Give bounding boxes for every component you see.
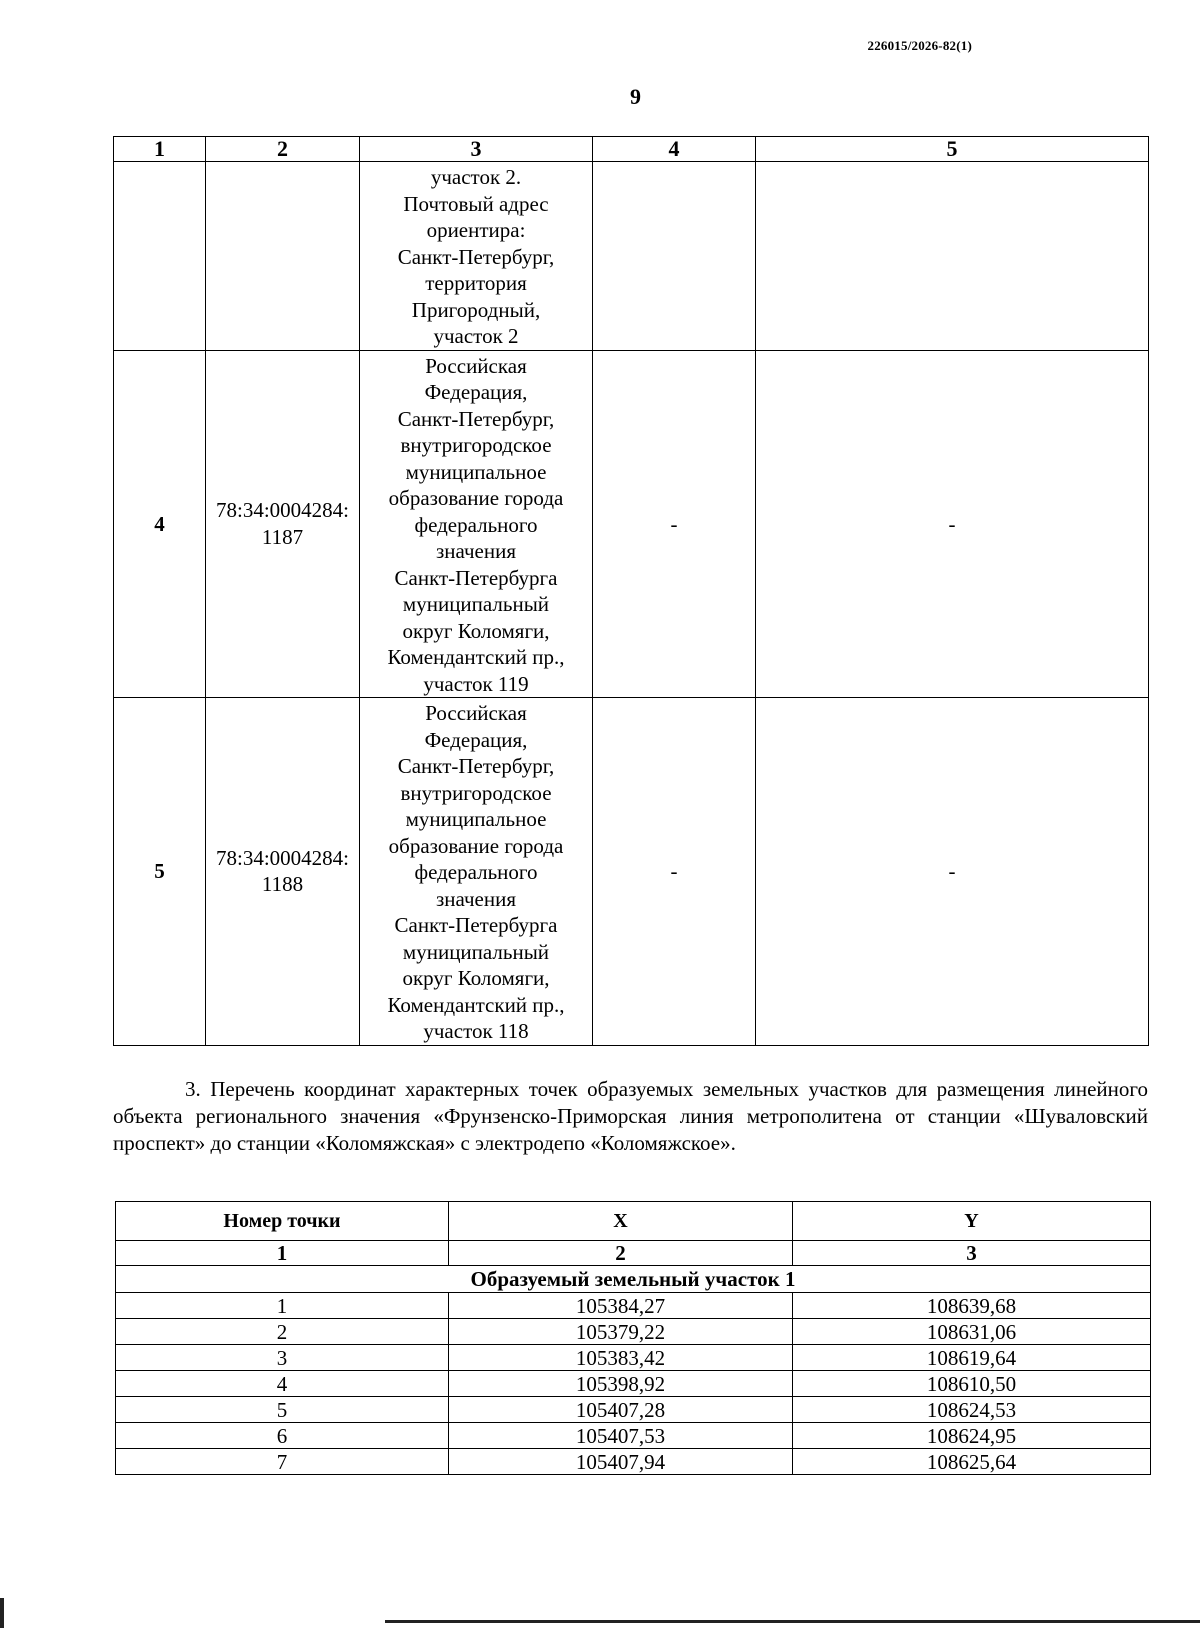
table-row: [114, 162, 1149, 351]
section-title: Образуемый земельный участок 1: [116, 1266, 1151, 1293]
table1-col-4: 4: [593, 137, 756, 162]
table-row: [116, 1423, 1151, 1449]
y-value: 108624,53: [793, 1397, 1151, 1423]
cadastral-number: 78:34:0004284: 1187: [206, 350, 360, 698]
point-number-header: Номер точки: [116, 1202, 449, 1241]
x-value: 105407,53: [449, 1423, 793, 1449]
cadastral-number: 78:34:0004284: 1188: [206, 698, 360, 1046]
x-value: 105407,28: [449, 1397, 793, 1423]
table-row: [116, 1371, 1151, 1397]
row-number: 4: [114, 350, 206, 698]
table1-col-5: 5: [756, 137, 1149, 162]
col5-cell: -: [756, 698, 1149, 1046]
col5-cell: -: [756, 350, 1149, 698]
y-value: 108610,50: [793, 1371, 1151, 1397]
point-number: 6: [116, 1423, 449, 1449]
x-value: 105384,27: [449, 1293, 793, 1319]
col-number: 3: [793, 1241, 1151, 1266]
table-row: [116, 1397, 1151, 1423]
y-value: 108619,64: [793, 1345, 1151, 1371]
y-value: 108624,95: [793, 1423, 1151, 1449]
table1-col-1: 1: [114, 137, 206, 162]
table-row: [114, 698, 1149, 1046]
point-number: 1: [116, 1293, 449, 1319]
point-number: 5: [116, 1397, 449, 1423]
x-value: 105407,94: [449, 1449, 793, 1475]
y-header: Y: [793, 1202, 1151, 1241]
col-number: 1: [116, 1241, 449, 1266]
table1-col-2: 2: [206, 137, 360, 162]
table1-col-3: 3: [360, 137, 593, 162]
table1-header-row: [114, 137, 1149, 162]
y-value: 108631,06: [793, 1319, 1151, 1345]
table-row: [114, 350, 1149, 698]
table-row: [116, 1345, 1151, 1371]
y-value: 108625,64: [793, 1449, 1151, 1475]
point-number: 7: [116, 1449, 449, 1475]
point-number: 2: [116, 1319, 449, 1345]
x-value: 105383,42: [449, 1345, 793, 1371]
address-cell: Российская Федерация, Санкт-Петербург, внутригородское муниципальное образование города федерального значения Санкт-Петербурга муниципальный округ Коломяги, Комендантский пр., участок 119: [360, 350, 593, 698]
scan-edge-mark: [0, 1598, 4, 1628]
column-numbers-row: [116, 1241, 1151, 1266]
paragraph-text: 3. Перечень координат характерных точек образуемых земельных участков для размещения линейного объекта регионального значения «Фрунзенско-Приморская линия метрополитена от станции «Шуваловский проспект» до станции «Коломяжская» с электродепо «Коломяжское».: [113, 1077, 1148, 1155]
scan-edge-line: [385, 1620, 1200, 1623]
section-row: [116, 1266, 1151, 1293]
table-row: [116, 1449, 1151, 1475]
row-number: [114, 162, 206, 351]
col4-cell: -: [593, 698, 756, 1046]
row-number: 5: [114, 698, 206, 1046]
x-value: 105398,92: [449, 1371, 793, 1397]
document-number: 226015/2026-82(1): [867, 38, 972, 53]
col4-cell: -: [593, 350, 756, 698]
coordinates-table: [115, 1201, 1151, 1475]
col5-cell: [756, 162, 1149, 351]
land-plots-table: [113, 136, 1149, 1046]
col4-cell: [593, 162, 756, 351]
point-number: 4: [116, 1371, 449, 1397]
table2-header-row: [116, 1202, 1151, 1241]
address-cell: участок 2. Почтовый адрес ориентира: Санкт-Петербург, территория Пригородный, участок 2: [360, 162, 593, 351]
x-header: X: [449, 1202, 793, 1241]
x-value: 105379,22: [449, 1319, 793, 1345]
cadastral-number: [206, 162, 360, 351]
table-row: [116, 1293, 1151, 1319]
table-row: [116, 1319, 1151, 1345]
page-number: 9: [630, 84, 641, 109]
address-cell: Российская Федерация, Санкт-Петербург, внутригородское муниципальное образование города федерального значения Санкт-Петербурга муниципальный округ Коломяги, Комендантский пр., участок 118: [360, 698, 593, 1046]
point-number: 3: [116, 1345, 449, 1371]
col-number: 2: [449, 1241, 793, 1266]
y-value: 108639,68: [793, 1293, 1151, 1319]
coordinates-paragraph: [113, 1076, 1148, 1157]
